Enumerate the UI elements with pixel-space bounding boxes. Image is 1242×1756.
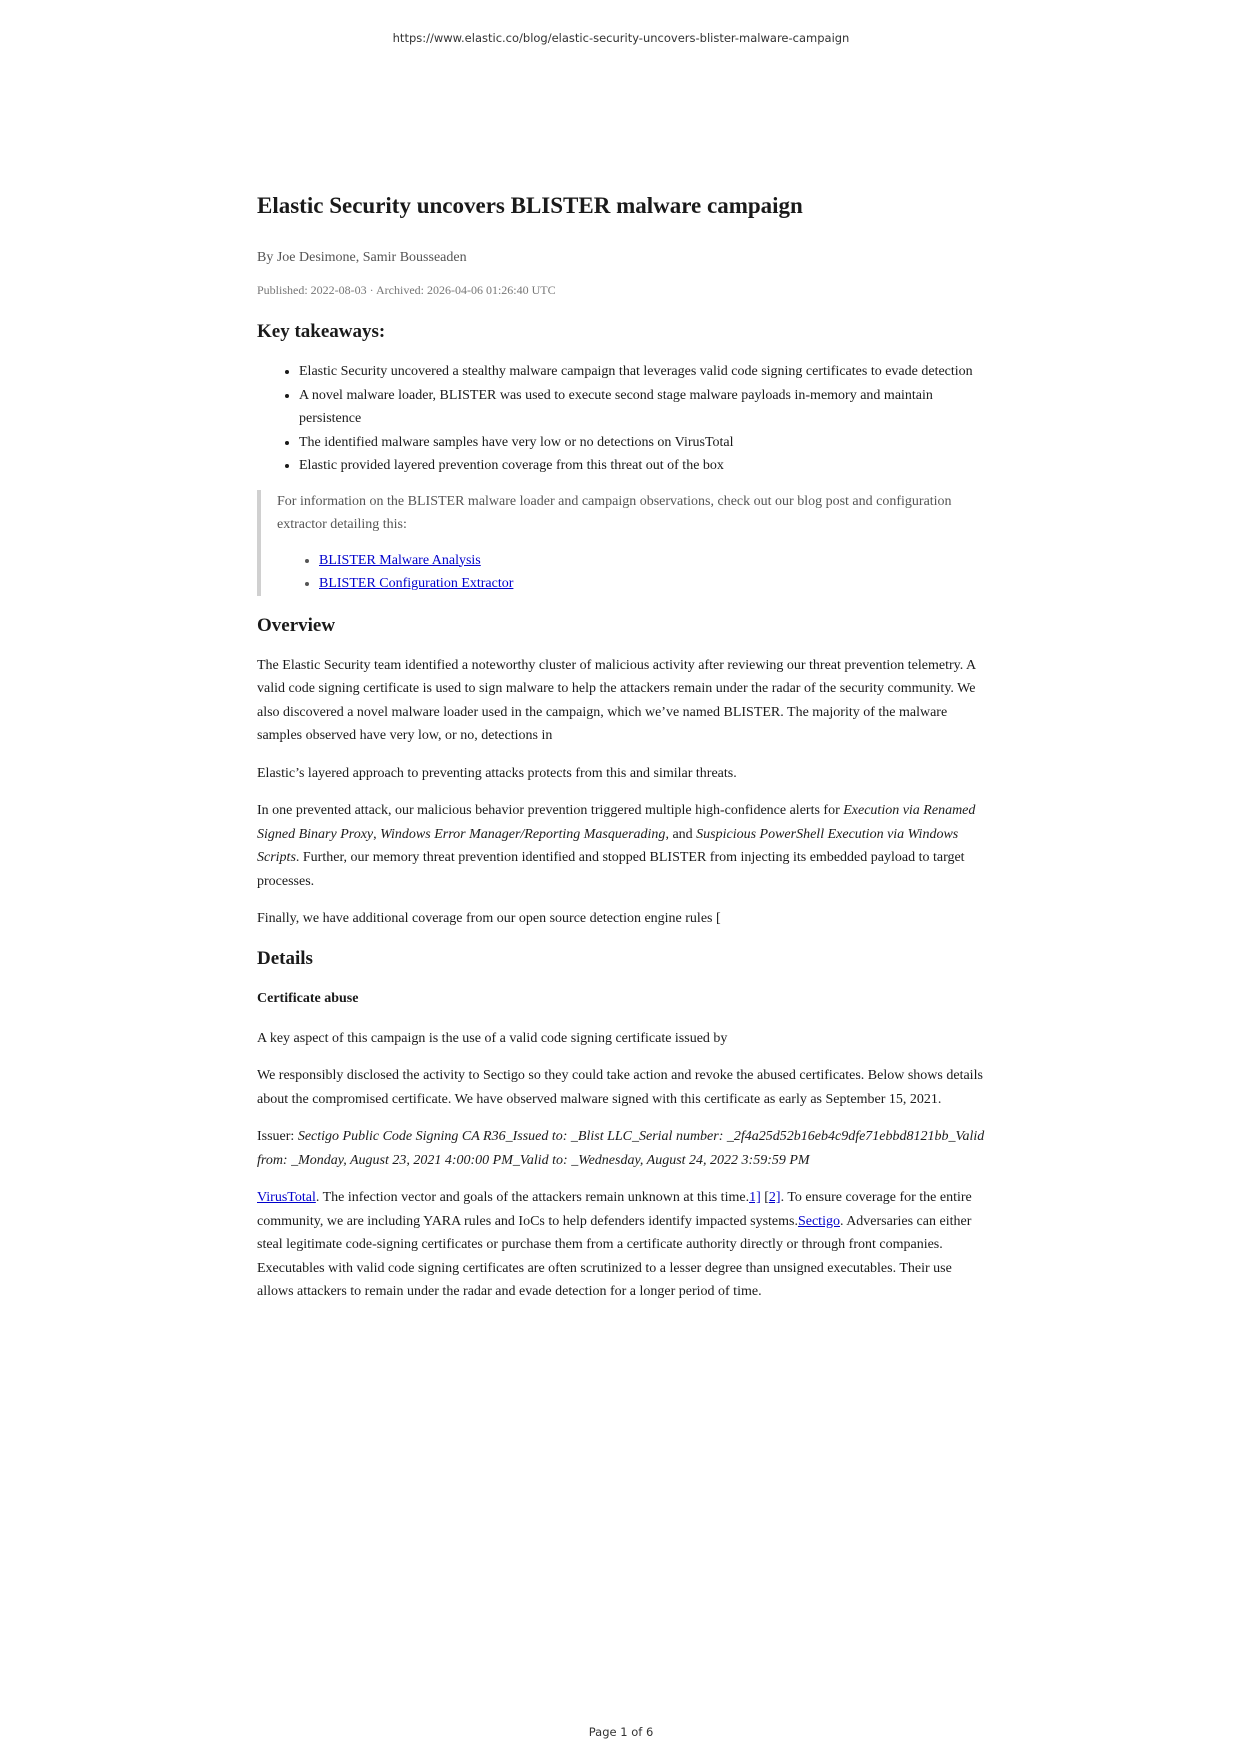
overview-paragraph-4: Finally, we have additional coverage from our open source detection engine rules [ [257, 911, 721, 926]
list-item: • Elastic provided layered prevention coverage from this threat out of the box [299, 454, 991, 478]
key-takeaways-list [257, 360, 991, 478]
page-url-header: https://www.elastic.co/blog/elastic-security-uncovers-blister-malware-campaign [392, 31, 850, 45]
blockquote [257, 490, 991, 596]
text-span: . Adversaries can either steal legitimate code-signing certificates or purchase them from a certificate authority directly or through front companies. Executables with valid code signing certificates are often scrutinized to a lesser degree than unsigned executables. Their use allows attackers to remain under the radar and evade detection for a longer period of time. [257, 1213, 972, 1299]
overview-paragraph-1: The Elastic Security team identified a noteworthy cluster of malicious activity after reviewing our threat prevention telemetry. A valid code signing certificate is used to sign malware to help the attackers remain under the radar of the security community. We also discovered a novel malware loader used in the campaign, which we’ve named BLISTER. The majority of the malware samples observed have very low, or no, detections in [257, 657, 976, 743]
blister-extractor-link[interactable]: BLISTER Configuration Extractor [319, 576, 514, 591]
alert-name: Suspicious PowerShell Execution via Windows Scripts [257, 826, 959, 865]
overview-paragraph-2: Elastic’s layered approach to preventing attacks protects from this and similar threats. [257, 765, 737, 781]
list-item: • Elastic Security uncovered a stealthy malware campaign that leverages valid code signing certificates to evade detection [299, 360, 991, 384]
issuer-paragraph [257, 1125, 991, 1172]
article [257, 188, 991, 1318]
blister-analysis-link[interactable]: BLISTER Malware Analysis [319, 552, 481, 568]
text-span: . To ensure coverage for the entire community, we are including YARA rules and IoCs to help defenders identify impacted systems. [257, 1190, 972, 1229]
text-span: . The infection vector and goals of the attackers remain unknown at this time. [315, 1190, 750, 1205]
details-heading: Details [257, 947, 313, 969]
text-span: , and [665, 826, 697, 842]
issuer-label: Issuer: [257, 1129, 298, 1144]
certificate-paragraph-2: We responsibly disclosed the activity to Sectigo so they could take action and revoke the abused certificates. Below shows details about the compromised certificate. We have observed malware signed with this certificate as early as September 15, 2021. [257, 1068, 983, 1107]
article-title: Elastic Security uncovers BLISTER malware campaign [257, 193, 803, 218]
list-item [319, 549, 991, 573]
text-span: , [373, 826, 381, 842]
list-item: • A novel malware loader, BLISTER was used to execute second stage malware payloads in-memory and maintain persistence [299, 384, 991, 431]
list-item [319, 572, 991, 596]
overview-paragraph-3 [257, 799, 991, 893]
page-number: Page 1 of 6 [588, 1725, 654, 1739]
virustotal-link[interactable]: VirusTotal [257, 1190, 316, 1205]
alert-name: Windows Error Manager/Reporting Masquerading [380, 826, 666, 842]
certificate-paragraph-1: A key aspect of this campaign is the use of a valid code signing certificate issued by [257, 1030, 728, 1046]
text-span: In one prevented attack, our malicious behavior prevention triggered multiple high-confidence alerts for [257, 803, 844, 818]
reference-2-link[interactable]: 2] [768, 1190, 781, 1205]
issuer-value: Sectigo Public Code Signing CA R36_Issued to: _Blist LLC_Serial number: _2f4a25d52b16eb4c9dfe71ebbd8121bb_Valid from: _Monday, August 23, 2021 4:00:00 PM_Valid to: _Wednesday, August 24, 2022 3:59:59 PM [257, 1129, 985, 1168]
reference-1-link[interactable]: 1] [749, 1190, 761, 1205]
alert-name: Execution via Renamed Signed Binary Proxy [257, 803, 976, 842]
sectigo-link[interactable]: Sectigo [797, 1213, 840, 1229]
blockquote-text: For information on the BLISTER malware loader and campaign observations, check out our blog post and configuration extractor detailing this: [277, 493, 952, 532]
article-meta: Published: 2022-08-03 · Archived: 2026-04-06 01:26:40 UTC [257, 283, 556, 297]
key-takeaways-heading: Key takeaways: [257, 321, 386, 342]
article-byline: By Joe Desimone, Samir Bousseaden [257, 250, 467, 265]
certificate-abuse-heading: Certificate abuse [257, 990, 359, 1006]
blockquote-links [277, 549, 991, 596]
overview-heading: Overview [257, 614, 336, 636]
text-span: . Further, our memory threat prevention identified and stopped BLISTER from injecting its embedded payload to target processes. [257, 850, 965, 889]
list-item: • The identified malware samples have very low or no detections on VirusTotal [299, 431, 991, 455]
final-paragraph [257, 1186, 991, 1304]
text-span: [ [760, 1190, 769, 1205]
